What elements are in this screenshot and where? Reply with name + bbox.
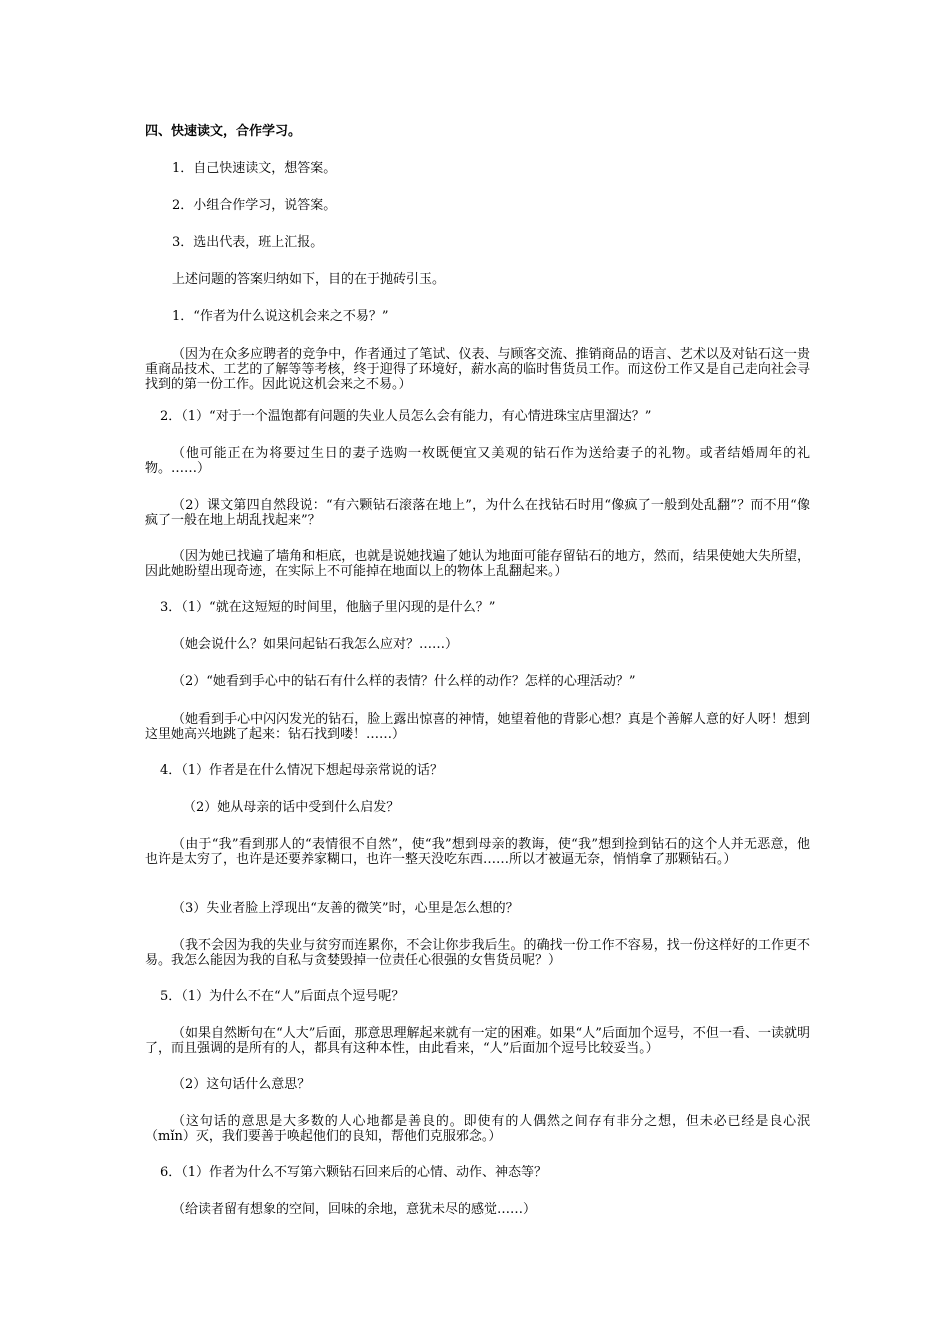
answer-2-2: （因为她已找遍了墙角和柜底，也就是说她找遍了她认为地面可能存留钻石的地方，然而，结果使她大失所望，因此她盼望出现奇迹，在实际上不可能掉在地面以上的物体上乱翻起来。） (145, 549, 810, 579)
answer-3-1: （她会说什么？如果问起钻石我怎么应对？……） (172, 637, 459, 652)
question-4-2: （2）她从母亲的话中受到什么启发？ (183, 800, 400, 815)
question-2-1: 2．（1）“对于一个温饱都有问题的失业人员怎么会有能力，有心情进珠宝店里溜达？” (160, 409, 652, 424)
question-1: 1．“作者为什么说这机会来之不易？” (172, 309, 389, 324)
question-2-2: （2）课文第四自然段说：“有六颗钻石滚落在地上”，为什么在找钻石时用“像疯了一般到处乱翻”？而不用“像疯了一般在地上胡乱找起来”？ (145, 498, 810, 528)
step-1: 1．自己快速读文，想答案。 (172, 161, 337, 176)
step-3: 3．选出代表，班上汇报。 (172, 235, 324, 250)
question-3-2: （2）“她看到手心中的钻石有什么样的表情？什么样的动作？怎样的心理活动？” (172, 674, 636, 689)
question-4-3: （3）失业者脸上浮现出“友善的微笑”时，心里是怎么想的？ (172, 901, 519, 916)
answer-2-1: （他可能正在为将要过生日的妻子选购一枚既便宜又美观的钻石作为送给妻子的礼物。或者结婚周年的礼物。……） (145, 446, 810, 476)
answer-5-1: （如果自然断句在“人大”后面，那意思理解起来就有一定的困难。如果“人”后面加个逗号，不但一看、一读就明了，而且强调的是所有的人，都具有这种本性，由此看来，“人”后面加个逗号比较妥当。） (145, 1026, 810, 1056)
answer-6-1: （给读者留有想象的空间，回味的余地，意犹未尽的感觉……） (172, 1202, 537, 1217)
question-6-1: 6．（1）作者为什么不写第六颗钻石回来后的心情、动作、神态等？ (160, 1165, 548, 1180)
step-2: 2．小组合作学习，说答案。 (172, 198, 337, 213)
answer-5-2: （这句话的意思是大多数的人心地都是善良的。即使有的人偶然之间存有非分之想，但未必已经是良心泯（mǐn）灭，我们要善于唤起他们的良知，帮他们克服邪念。） (145, 1114, 810, 1144)
intro-line: 上述问题的答案归纳如下，目的在于抛砖引玉。 (172, 272, 446, 287)
section-heading: 四、快速读文，合作学习。 (145, 124, 302, 139)
question-3-1: 3．（1）“就在这短短的时间里，他脑子里闪现的是什么？” (160, 600, 496, 615)
answer-3-2: （她看到手心中闪闪发光的钻石，脸上露出惊喜的神情，她望着他的背影心想？真是个善解人意的好人呀！想到这里她高兴地跳了起来：钻石找到喽！……） (145, 712, 810, 742)
question-5-1: 5．（1）为什么不在“人”后面点个逗号呢？ (160, 989, 405, 1004)
question-4-1: 4．（1）作者是在什么情况下想起母亲常说的话？ (160, 763, 444, 778)
answer-4-3: （我不会因为我的失业与贫穷而连累你，不会让你步我后生。的确找一份工作不容易，找一份这样好的工作更不易。我怎么能因为我的自私与贪婪毁掉一位责任心很强的女售货员呢？） (145, 938, 810, 968)
question-5-2: （2）这句话什么意思？ (172, 1077, 311, 1092)
answer-4-2: （由于“我”看到那人的“表情很不自然”，使“我”想到母亲的教诲，使“我”想到捡到钻石的这个人并无恶意，他也许是太穷了，也许是还要养家糊口，也许一整天没吃东西……所以才被逼无奈，悄悄拿了那颗钻石。） (145, 837, 810, 867)
answer-1: （因为在众多应聘者的竞争中，作者通过了笔试、仪表、与顾客交流、推销商品的语言、艺术以及对钻石这一贵重商品技术、工艺的了解等等考核，终于迎得了环境好，薪水高的临时售货员工作。而这份工作又是自己走向社会寻找到的第一份工作。因此说这机会来之不易。） (145, 347, 810, 392)
